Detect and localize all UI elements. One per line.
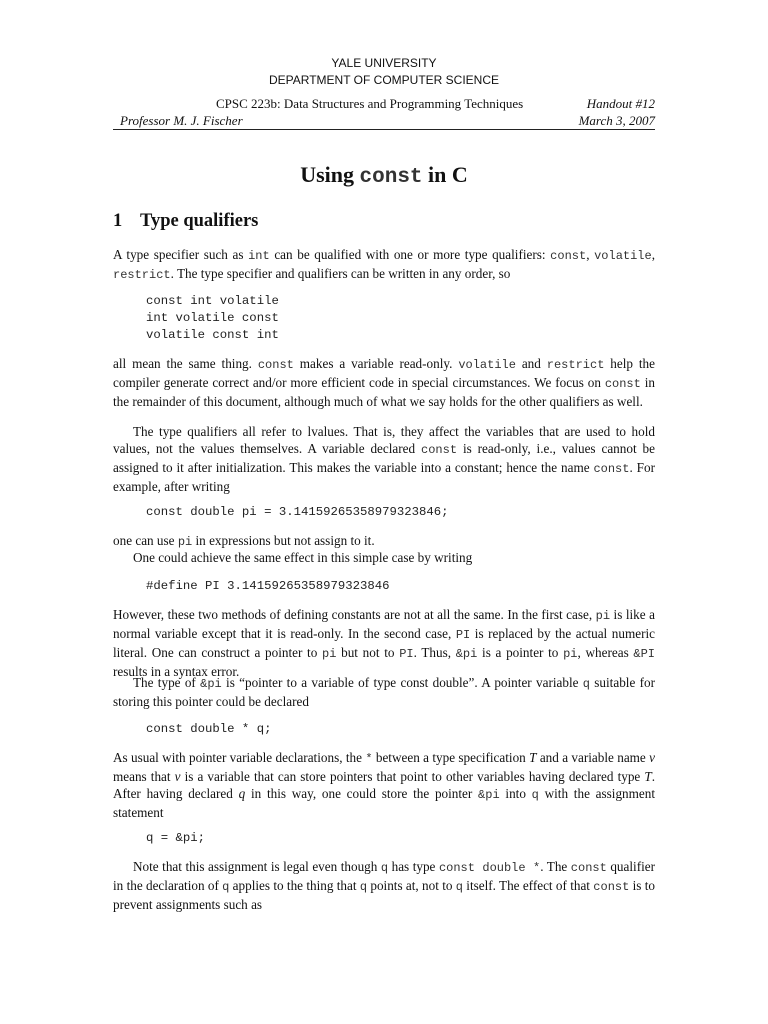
paragraph-type-specifier: A type specifier such as int can be qualified with one or more type qualifiers: const, volatile, restrict. The type specifier and qualifiers can be written in any order, so: [113, 247, 655, 282]
university-name: YALE UNIVERSITY: [331, 56, 437, 70]
handout-number: Handout #12: [586, 96, 655, 111]
code-line-declare-q: const double * q;: [146, 722, 272, 736]
course-title: CPSC 223b: Data Structures and Programming Techniques: [216, 96, 524, 111]
code-line-define-pi: #define PI 3.14159265358979323846: [146, 579, 390, 593]
paragraph-pointer-type: The type of &pi is “pointer to a variable of type const double”. A pointer variable q suitable for storing this pointer could be declared: [113, 675, 655, 709]
department-name: DEPARTMENT OF COMPUTER SCIENCE: [268, 73, 500, 87]
paragraph-use-pi: one can use pi in expressions but not assign to it.: [113, 533, 375, 549]
paragraph-same-effect: One could achieve the same effect in this simple case by writing: [133, 550, 473, 565]
code-line-assign-q: q = &pi;: [146, 831, 206, 845]
page-title: Using const in C: [300, 162, 468, 189]
paragraph-pointer-declarations: As usual with pointer variable declarations, the * between a type specification T and a variable name v means that v is a variable that can store pointers that point to other variables having declared type T. After having declared q in this way, one could store the pointer &pi into q with the assignment statement: [113, 750, 656, 820]
professor-name: Professor M. J. Fischer: [120, 113, 243, 128]
paragraph-assignment-legal: Note that this assignment is legal even though q has type const double *. The const qualifier in the declaration of q applies to the thing that q points at, not to q itself. The effect of that const is to prevent assignments such as: [113, 859, 655, 912]
header-rule: [113, 129, 655, 130]
code-line-const-pi: const double pi = 3.14159265358979323846;: [146, 505, 449, 519]
paragraph-lvalues: The type qualifiers all refer to lvalues. That is, they affect the variables that are used to hold values, not the values themselves. A variable declared const is read-only, i.e., values cannot be assigned to it after initialization. This makes the variable into a constant; hence the name const. For example, after writing: [113, 424, 655, 494]
paragraph-two-methods: However, these two methods of defining constants are not at all the same. In the first case, pi is like a normal variable except that it is read-only. In the second case, PI is replaced by the actual numeric literal. One can construct a pointer to pi but not to PI. Thus, &pi is a pointer to pi, whereas &PI results in a syntax error.: [113, 607, 656, 679]
section-heading: 1 Type qualifiers: [113, 211, 259, 231]
handout-date: March 3, 2007: [578, 113, 655, 128]
paragraph-same-thing: all mean the same thing. const makes a variable read-only. volatile and restrict help the compiler generate correct and/or more efficient code in special circumstances. We focus on const in the remainder of this document, although much of what we say holds for the other qualifiers as well.: [113, 356, 655, 409]
code-block-qualifier-orders: const int volatile int volatile const volatile const int: [146, 294, 279, 342]
